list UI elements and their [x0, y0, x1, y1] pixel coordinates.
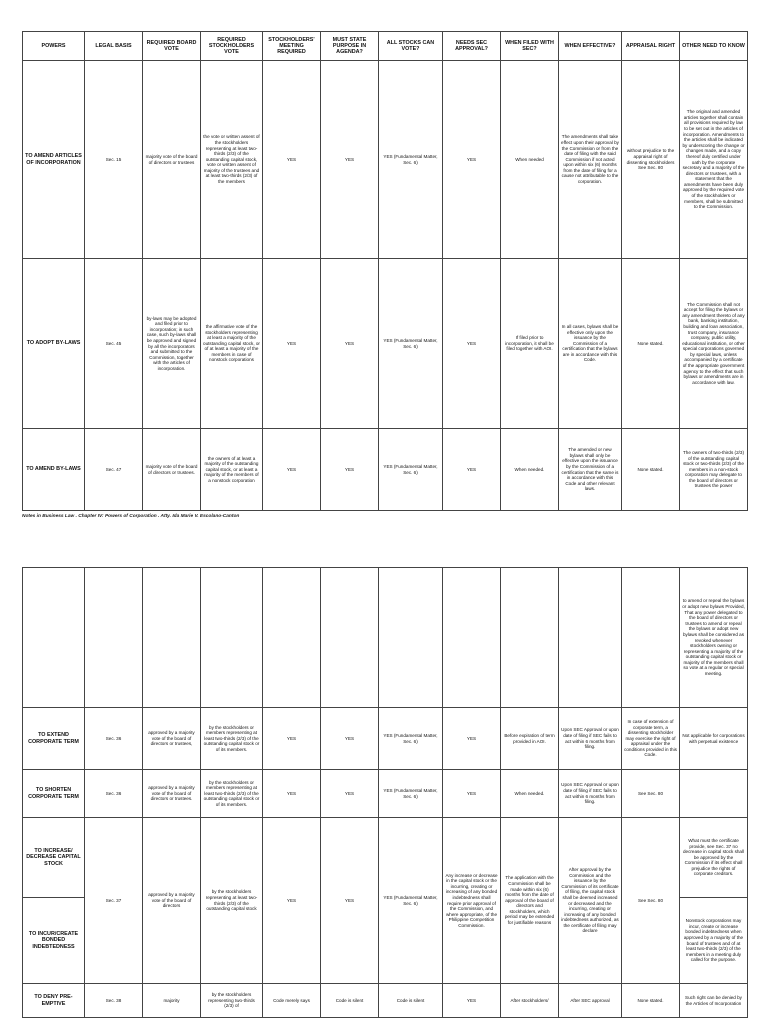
legal-basis-cell: Sec. 38 — [85, 984, 143, 1018]
header-other-need-to-know: OTHER NEED TO KNOW — [680, 32, 748, 61]
when-filed-cell — [501, 568, 559, 708]
legal-basis-cell: Sec. 36 — [85, 770, 143, 818]
header-sec-approval: NEEDS SEC APPROVAL? — [443, 32, 501, 61]
purpose-cell: YES — [321, 770, 379, 818]
header-all-stocks-vote: ALL STOCKS CAN VOTE? — [379, 32, 443, 61]
board-vote-cell — [143, 568, 201, 708]
appraisal-cell: See Sec. 80 — [622, 818, 680, 984]
stockholders-vote-cell: by the stockholders representing two-thirds (2/3) of — [201, 984, 263, 1018]
when-effective-cell: In all cases, bylaws shall be effective only upon the issuance by the Commission of a certification that the bylaws are in accordance with this Code. — [559, 259, 622, 429]
header-appraisal-right: APPRAISAL RIGHT — [622, 32, 680, 61]
when-filed-cell: If filed prior to incorporation, it shall be filed together with AOI. — [501, 259, 559, 429]
meeting-cell: YES — [263, 770, 321, 818]
appraisal-cell: None stated. — [622, 429, 680, 511]
meeting-cell: Code merely says — [263, 984, 321, 1018]
header-state-purpose: MUST STATE PURPOSE IN AGENDA? — [321, 32, 379, 61]
table-row — [23, 770, 748, 818]
all-stocks-cell: YES (Fundamental Matter, Sec. 6) — [379, 708, 443, 770]
all-stocks-cell: YES (Fundamental Matter, Sec. 6) — [379, 818, 443, 984]
appraisal-cell: without prejudice to the appraisal right of dissenting stockholders See Sec. 80 — [622, 61, 680, 259]
other-cell: Not applicable for corporations with perpetual existence — [680, 708, 748, 770]
when-filed-cell: Before expiration of term provided in AOI. — [501, 708, 559, 770]
other-cell: Such right can be denied by the Articles of Incorporation — [680, 984, 748, 1018]
when-effective-cell: The amendments shall take effect upon their approval by the Commission or from the date of filing with the said Commission if not acted upon within six (6) months from the date of filing for a cause not attributable to the corporation. — [559, 61, 622, 259]
page-1-table-block — [22, 31, 747, 511]
stockholders-vote-cell: by the stockholders or members representing at least two-thirds (2/3) of the outstanding capital stock or of its members. — [201, 708, 263, 770]
meeting-cell — [263, 568, 321, 708]
sec-approval-cell: YES — [443, 984, 501, 1018]
table-row — [23, 429, 748, 511]
legal-basis-cell: Sec. 15 — [85, 61, 143, 259]
sec-approval-cell: YES — [443, 429, 501, 511]
power-cell: TO AMEND BY-LAWS — [23, 429, 85, 511]
header-legal-basis: LEGAL BASIS — [85, 32, 143, 61]
meeting-cell: YES — [263, 708, 321, 770]
header-board-vote: REQUIRED BOARD VOTE — [143, 32, 201, 61]
purpose-cell: Code is silent — [321, 984, 379, 1018]
power-cell: TO AMEND ARTICLES OF INCORPORATION — [23, 61, 85, 259]
other-cell: The Commission shall not accept for filing the bylaws or any amendment thereto of any bank, banking institution, building and loan association, trust company, insurance company, public utility, educational institution, or other special corporations governed by special laws, unless accompanied by a certificate of the appropriate government agency to the effect that such bylaws or amendments are in accordance with law. — [680, 259, 748, 429]
when-filed-cell: When needed. — [501, 770, 559, 818]
legal-basis-cell — [85, 568, 143, 708]
purpose-cell — [321, 568, 379, 708]
board-vote-cell: approved by a majority vote of the board of directors or trustees, — [143, 708, 201, 770]
sec-approval-cell: YES — [443, 61, 501, 259]
legal-basis-cell: Sec. 37 — [85, 818, 143, 984]
all-stocks-cell: YES (Fundamental Matter, Sec. 6) — [379, 259, 443, 429]
when-filed-cell: When needed — [501, 61, 559, 259]
table-row — [23, 984, 748, 1018]
table-header-row — [23, 32, 748, 61]
power-cell: TO INCUR/CREATE BONDED INDEBTEDNESS — [23, 898, 85, 984]
table-row — [23, 259, 748, 429]
board-vote-cell: approved by a majority vote of the board of directors or trustees. — [143, 770, 201, 818]
purpose-cell: YES — [321, 61, 379, 259]
appraisal-cell: In case of extension of corporate term, a dissenting stockholder may exercise the right of appraisal under the conditions provided in this Code. — [622, 708, 680, 770]
board-vote-cell: majority vote of the board of directors or trustees — [143, 61, 201, 259]
other-cell: What must the certificate provide, see Sec. 37 no decrease in capital stock shall be approved by the Commission if its effect shall prejudice the rights of corporate creditors. — [680, 818, 748, 898]
power-cell: TO INCREASE/ DECREASE CAPITAL STOCK — [23, 818, 85, 898]
stockholders-vote-cell: the owners of at least a majority of the outstanding capital stock, or at least a majority of the members of a nonstock corporation — [201, 429, 263, 511]
meeting-cell: YES — [263, 61, 321, 259]
sec-approval-cell: YES — [443, 770, 501, 818]
purpose-cell: YES — [321, 708, 379, 770]
board-vote-cell: by-laws may be adopted and filed prior to incorporation; in such case, such by-laws shall be approved and signed by all the incorporators and submitted to the Commission, together with the articles of incorporation. — [143, 259, 201, 429]
when-effective-cell: After SEC approval — [559, 984, 622, 1018]
stockholders-vote-cell: by the stockholders representing at least two-thirds (2/3) of the outstanding capital stock — [201, 818, 263, 984]
sec-approval-cell: YES — [443, 259, 501, 429]
all-stocks-cell: Code is silent — [379, 984, 443, 1018]
meeting-cell: YES — [263, 818, 321, 984]
legal-basis-cell: Sec. 47 — [85, 429, 143, 511]
header-stockholders-vote: REQUIRED STOCKHOLDERS VOTE — [201, 32, 263, 61]
board-vote-cell: majority — [143, 984, 201, 1018]
header-meeting-required: STOCKHOLDERS' MEETING REQUIRED — [263, 32, 321, 61]
other-cell: The original and amended articles together shall contain all provisions required by law to be set out in the articles of incorporation. Amendments to the articles shall be indicated by underscoring the change or changes made, and a copy thereof duly certified under oath by the corporate secretary and a majority of the directors or trustees, with a statement that the amendments have been duly approved by the required vote of the stockholders or members, shall be submitted to the Commission. — [680, 61, 748, 259]
appraisal-cell: None stated. — [622, 984, 680, 1018]
table-row — [23, 818, 748, 898]
purpose-cell: YES — [321, 429, 379, 511]
powers-table-page-1 — [22, 31, 748, 511]
stockholders-vote-cell: the affirmative vote of the stockholders representing at least a majority of the outstanding capital stock, or of at least a majority of the members in case of nonstock corporations — [201, 259, 263, 429]
power-cell: TO SHORTEN CORPORATE TERM — [23, 770, 85, 818]
legal-basis-cell: Sec. 36 — [85, 708, 143, 770]
sec-approval-cell — [443, 568, 501, 708]
power-cell — [23, 568, 85, 708]
all-stocks-cell: YES (Fundamental Matter, Sec. 6) — [379, 770, 443, 818]
power-cell: TO DENY PRE-EMPTIVE — [23, 984, 85, 1018]
when-effective-cell: The amended or new bylaws shall only be effective upon the issuance by the Commission of a certification that the same is in accordance with this Code and other relevant laws. — [559, 429, 622, 511]
when-effective-cell — [559, 568, 622, 708]
purpose-cell: YES — [321, 818, 379, 984]
appraisal-cell: None stated. — [622, 259, 680, 429]
other-cell: to amend or repeal the bylaws or adopt new bylaws Provided, That any power delegated to the board of directors or trustees to amend or repeal the bylaws or adopt new bylaws shall be considered as revoked whenever stockholders owning or representing a majority of the outstanding capital stock or majority of the members shall so vote at a regular or special meeting. — [680, 568, 748, 708]
sec-approval-cell: YES — [443, 708, 501, 770]
powers-table-page-2 — [22, 567, 748, 1018]
when-filed-cell: The application with the Commission shall be made within six (6) months from the date of approval of the board of directors and stockholders, which period may be extended for justifiable reasons — [501, 818, 559, 984]
meeting-cell: YES — [263, 429, 321, 511]
power-cell: TO EXTEND CORPORATE TERM — [23, 708, 85, 770]
power-cell: TO ADOPT BY-LAWS — [23, 259, 85, 429]
continuation-row — [23, 568, 748, 708]
appraisal-cell: See Sec. 80 — [622, 770, 680, 818]
stockholders-vote-cell: the vote or written assent of the stockholders representing at least two-thirds (2/3) of the outstanding capital stock, vote or written assent of majority of the trustees and at least two-thirds (2/3) of the members — [201, 61, 263, 259]
when-effective-cell: Upon SEC Approval or upon date of filing if SEC fails to act within 6 months from filing. — [559, 770, 622, 818]
all-stocks-cell: YES (Fundamental Matter, Sec. 6) — [379, 61, 443, 259]
when-effective-cell: Upon SEC Approval or upon date of filing if SEC fails to act within 6 months from filing. — [559, 708, 622, 770]
purpose-cell: YES — [321, 259, 379, 429]
when-filed-cell: When needed. — [501, 429, 559, 511]
stockholders-vote-cell — [201, 568, 263, 708]
other-cell: The owners of two-thirds (2/3) of the outstanding capital stock or two-thirds (2/3) of the members in a non-stock corporation may delegate to the board of directors or trustees the power — [680, 429, 748, 511]
all-stocks-cell: YES (Fundamental Matter, Sec. 6) — [379, 429, 443, 511]
sec-approval-cell: Any increase or decrease in the capital stock or the incurring, creating or increasing of any bonded indebtedness shall require prior approval of the Commission, and where appropriate, of the Philippine Competition Commission. — [443, 818, 501, 984]
footer-note: Notes in Business Law . Chapter IV: Powers of Corporation . Atty. Ida Marie V. Escolano-Canton — [22, 514, 240, 519]
stockholders-vote-cell: by the stockholders or members representing at least two-thirds (2/3) of the outstanding capital stock or of its members. — [201, 770, 263, 818]
header-when-filed: WHEN FILED WITH SEC? — [501, 32, 559, 61]
header-powers: POWERS — [23, 32, 85, 61]
board-vote-cell: majority vote of the board of directors or trustees. — [143, 429, 201, 511]
table-row — [23, 708, 748, 770]
other-cell: Nonstock corporations may incur, create or increase bonded indebtedness when approved by a majority of the board of trustees and of at least two-thirds (2/3) of the members in a meeting duly called for the purpose. — [680, 898, 748, 984]
legal-basis-cell: Sec. 45 — [85, 259, 143, 429]
board-vote-cell: approved by a majority vote of the board of directors — [143, 818, 201, 984]
meeting-cell: YES — [263, 259, 321, 429]
table-row — [23, 61, 748, 259]
header-when-effective: WHEN EFFECTIVE? — [559, 32, 622, 61]
other-cell — [680, 770, 748, 818]
all-stocks-cell — [379, 568, 443, 708]
page-2-table-block — [22, 567, 747, 1018]
appraisal-cell — [622, 568, 680, 708]
when-filed-cell: After stockholders/ — [501, 984, 559, 1018]
when-effective-cell: After approval by the Commission and the issuance by the Commission of its certificate of filing, the capital stock shall be deemed increased or decreased and the incurring, creating or increasing of any bonded indebtedness authorized, as the certificate of filing may declare — [559, 818, 622, 984]
